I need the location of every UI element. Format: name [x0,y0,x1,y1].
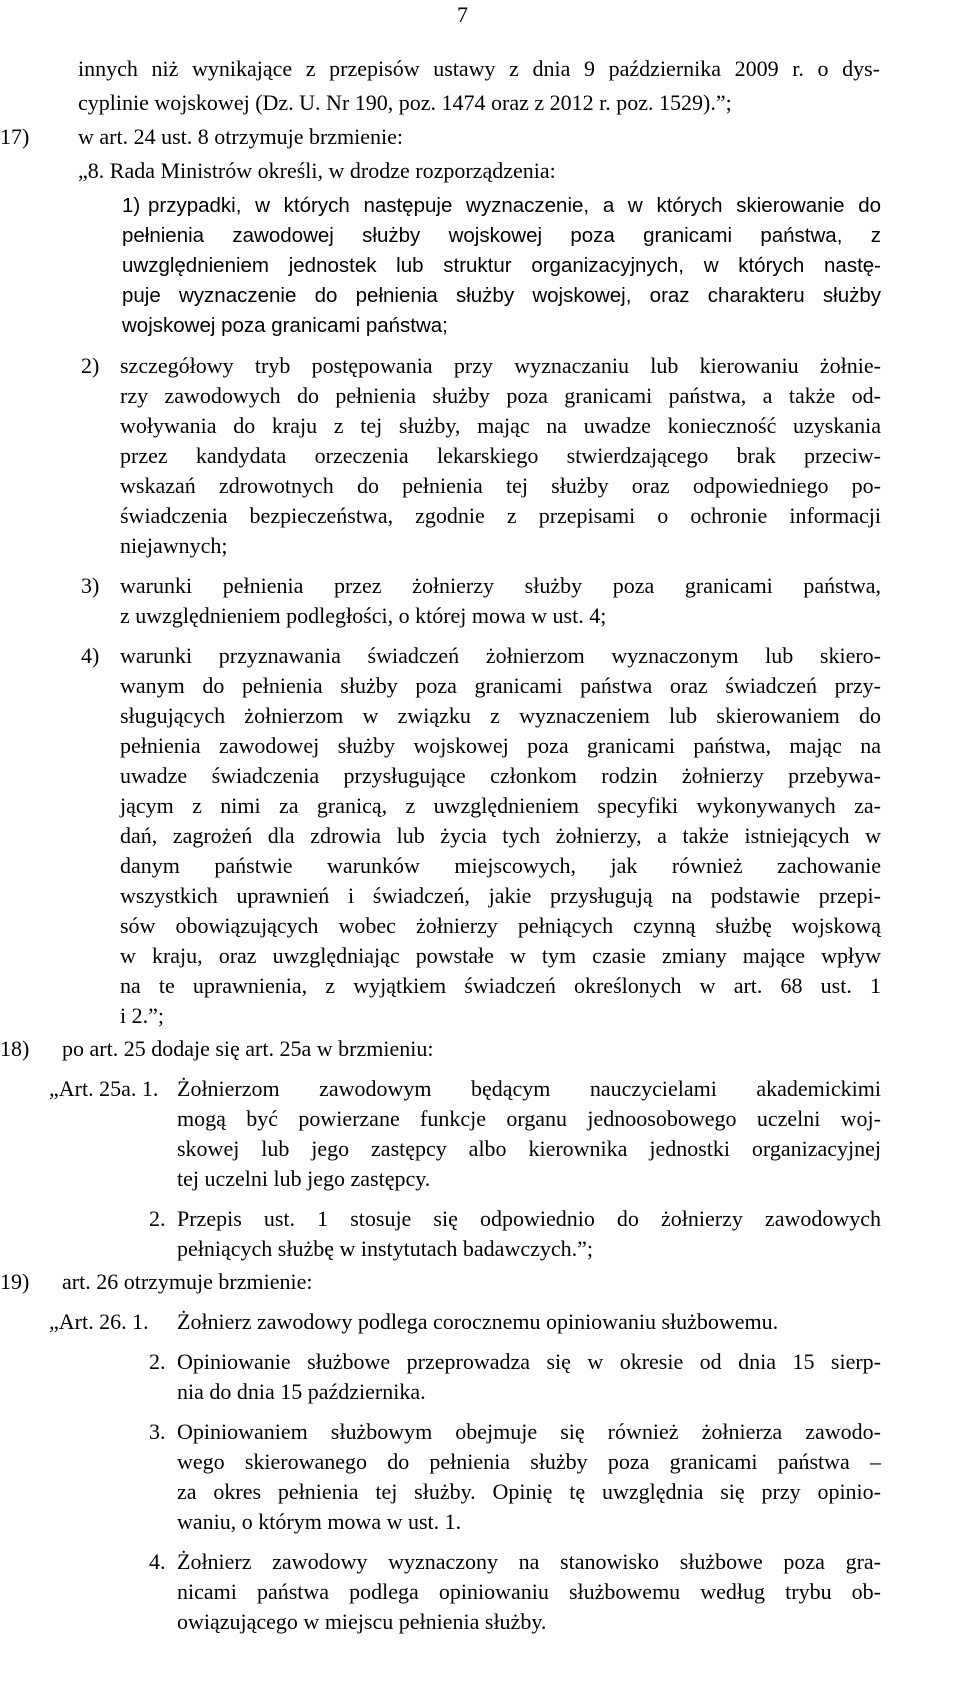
text-line: owiązującego w miejscu pełnienia służby. [177,1609,547,1634]
paragraph-number: 2. [149,1349,166,1374]
text-line: i 2.”; [120,1003,164,1028]
text-line: Przepis ust. 1 stosuje się odpowiednio do żołnierzy zawodowych [177,1206,881,1231]
quote-start: „8. Rada Ministrów określi, w drodze rozporządzenia: [78,158,556,183]
item-text: po art. 25 dodaje się art. 25a w brzmieniu: [62,1036,434,1061]
text-line: warunki przyznawania świadczeń żołnierzom wyznaczonym lub skiero- [120,643,881,668]
text-line: nia do dnia 15 października. [177,1379,426,1404]
text-line: puje wyznaczenie do pełnienia służby wojskowej, oraz charakteru służby [122,284,881,307]
text-line: jącym z nimi za granicą, z uwzględnieniem specyfiki wykonywanych za- [120,793,881,818]
text-line: innych niż wynikające z przepisów ustawy z dnia 9 października 2009 r. o dys- [78,56,880,81]
text-line: sów obowiązujących wobec żołnierzy pełniących czynną służbę wojskową [120,913,881,938]
text-line: nicami państwa podlega opiniowaniu służbowemu według trybu ob- [177,1579,881,1604]
text-line: sługujących żołnierzom w związku z wyznaczeniem lub skierowaniem do [120,703,881,728]
text-line: woływania do kraju z tej służby, mając na uwadze konieczność uzyskania [120,413,881,438]
text-line: za okres pełnienia tej służby. Opinię tę uwzględnia się przy opinio- [177,1479,881,1504]
item-number: 17) [0,124,30,149]
text-line: na te uprawnienia, z wyjątkiem świadczeń określonych w art. 68 ust. 1 [120,973,881,998]
text-line: pełnienia zawodowej służby wojskowej poza granicami państwa, mając na [120,733,881,758]
text-line: Żołnierzom zawodowym będącym nauczycielami akademickimi [177,1076,881,1101]
text-line: rzy zawodowych do pełnienia służby poza granicami państwa, a także od- [120,383,881,408]
article-label: „Art. 25a. 1. [49,1076,159,1101]
text-line: przez kandydata orzeczenia lekarskiego stwierdzającego brak przeciw- [120,443,881,468]
item-text: w art. 24 ust. 8 otrzymuje brzmienie: [78,124,404,149]
text-line: wszystkich uprawnień i świadczeń, jakie przysługują na podstawie przepi- [120,883,881,908]
item-number: 18) [0,1036,30,1061]
text-line: dań, zagrożeń dla zdrowia lub życia tych żołnierzy, a także istniejących w [120,823,881,848]
paragraph-number: 2. [149,1206,166,1231]
point-number: 2) [81,353,100,378]
text-line: świadczenia bezpieczeństwa, zgodnie z przepisami o ochronie informacji [120,503,881,528]
text-line: przypadki, w których następuje wyznaczenie, a w których skierowanie do [148,194,881,217]
text-line: tej uczelni lub jego zastępcy. [177,1166,431,1191]
text-line: warunki pełnienia przez żołnierzy służby poza granicami państwa, [120,573,881,598]
text-line: wskazań zdrowotnych do pełnienia tej służby oraz odpowiedniego po- [120,473,881,498]
text-line: Żołnierz zawodowy wyznaczony na stanowisko służbowe poza gra- [177,1549,881,1574]
text-line: Opiniowanie służbowe przeprowadza się w okresie od dnia 15 sierp- [177,1349,881,1374]
text-line: waniu, o którym mowa w ust. 1. [177,1509,462,1534]
text-line: niejawnych; [120,533,228,558]
text-line: szczegółowy tryb postępowania przy wyznaczaniu lub kierowaniu żołnie- [120,353,881,378]
point-number: 1) [122,194,141,217]
text-line: z uwzględnieniem podległości, o której mowa w ust. 4; [120,603,607,628]
text-line: skowej lub jego zastępcy albo kierownika jednostki organizacyjnej [177,1136,881,1161]
paragraph-number: 3. [149,1419,166,1444]
point-number: 3) [81,573,100,598]
text-line: w kraju, oraz uwzględniając powstałe w tym czasie zmiany mające wpływ [120,943,881,968]
text-line: uwzględnieniem jednostek lub struktur organizacyjnych, w których nastę- [122,254,881,277]
text-line: Opiniowaniem służbowym obejmuje się również żołnierza zawodo- [177,1419,881,1444]
article-label: „Art. 26. 1. [49,1309,149,1334]
text-line: wojskowej poza granicami państwa; [122,314,448,337]
point-number: 4) [81,643,100,668]
text-line: cyplinie wojskowej (Dz. U. Nr 190, poz. 1474 oraz z 2012 r. poz. 1529).”; [78,90,732,115]
page-number: 7 [457,2,468,27]
text-line: pełnienia zawodowej służby wojskowej poza granicami państwa, z [122,224,881,247]
text-line: uwadze świadczenia przysługujące członkom rodzin żołnierzy przebywa- [120,763,881,788]
text-line: wanym do pełnienia służby poza granicami państwa oraz świadczeń przy- [120,673,881,698]
text-line: mogą być powierzane funkcje organu jednoosobowego uczelni woj- [177,1106,881,1131]
item-text: art. 26 otrzymuje brzmienie: [62,1269,313,1294]
paragraph-number: 4. [149,1549,166,1574]
text-line: wego skierowanego do pełnienia służby poza granicami państwa – [177,1449,881,1474]
item-number: 19) [0,1269,30,1294]
text-line: pełniących służbę w instytutach badawczych.”; [177,1236,594,1261]
text-line: Żołnierz zawodowy podlega corocznemu opiniowaniu służbowemu. [177,1309,779,1334]
text-line: danym państwie warunków miejscowych, jak również zachowanie [120,853,881,878]
